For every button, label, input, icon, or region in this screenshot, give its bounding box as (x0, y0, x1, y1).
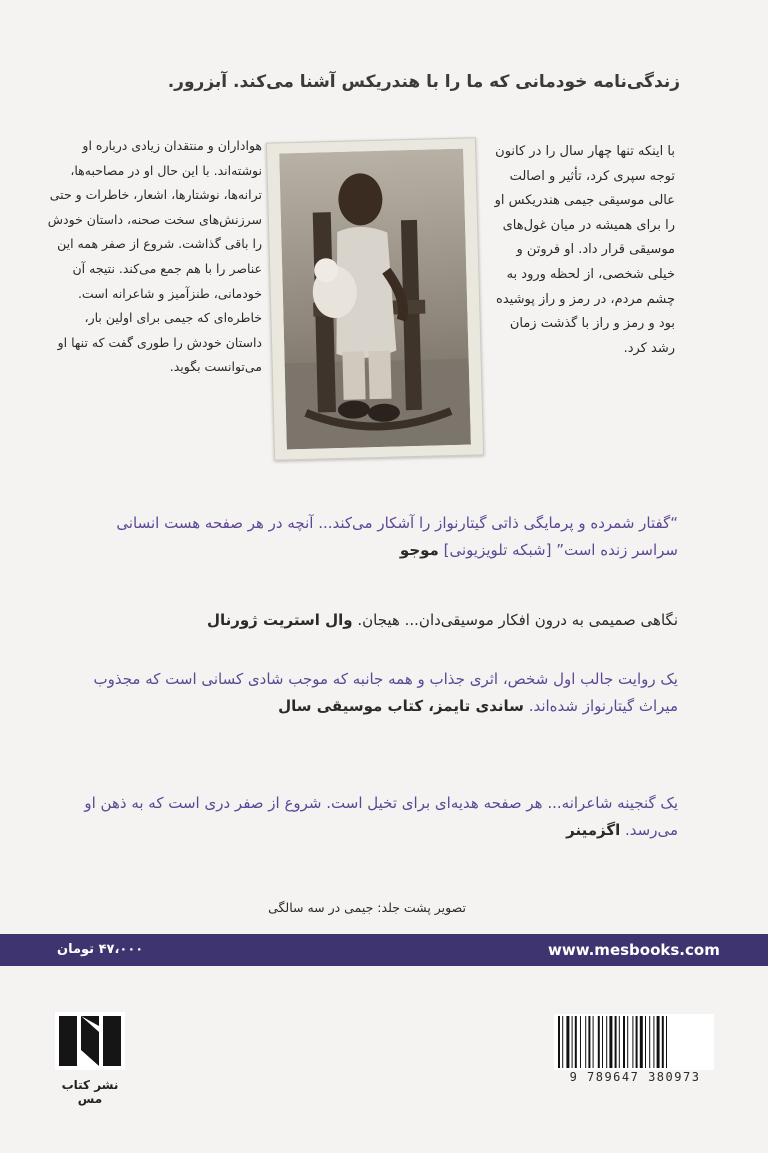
publisher-logo-icon (55, 1012, 125, 1070)
quote-text: یک روایت جالب اول شخص، اثری جذاب و همه جانبه که موجب شادی کسانی است که مجذوب میراث گیتارنواز شده‌اند. (93, 670, 678, 715)
barcode (554, 1014, 714, 1070)
isbn-number: 9 789647 380973 (569, 1070, 701, 1084)
quote-text: نگاهی صمیمی به درون افکار موسیقی‌دان... هیجان. (357, 611, 678, 629)
quote-source: وال استریت ژورنال (206, 611, 353, 629)
publisher-name: نشر کتاب مس (61, 1078, 119, 1106)
quote-source: اگزمینر (566, 821, 621, 839)
publisher-logo (55, 1012, 125, 1106)
cover-photo (266, 137, 484, 460)
intro-text-left: هواداران و منتقدان زیادی درباره او نوشته‌اند. با این حال او در مصاحبه‌ها، ترانه‌ها، نوشتارها، اشعار، خاطرات و حتی سرزنش‌های سخت صحنه، داستان خودش را باقی گذاشت. شروع از صفر همه این عناصر را با هم جمع می‌کند. نتیجه آن خودمانی، طنزآمیز و شاعرانه است. خاطره‌ای که جیمی برای اولین بار، داستان خودش را طوری گفت که تنها او می‌توانست بگوید. (47, 138, 262, 375)
tagline: زندگی‌نامه خودمانی که ما را با هندریکس آشنا می‌کند. آبزرور. (167, 72, 680, 92)
photo-caption: تصویر پشت جلد: جیمی در سه سالگی (268, 900, 466, 915)
quote-source: موجو (399, 541, 439, 559)
review-quote-1 (72, 510, 678, 564)
review-quote-4 (62, 790, 678, 844)
quote-text: یک گنجینه شاعرانه... هر صفحه هدیه‌ای برای تخیل است. شروع از صفر دری است که به ذهن او می‌رسد. (84, 794, 678, 839)
review-quote-2 (80, 607, 678, 634)
price-label: ۴۷،۰۰۰ تومان (57, 942, 144, 957)
intro-text-right: با اینکه تنها چهار سال را در کانون توجه سپری کرد، تأثیر و اصالت عالی موسیقی جیمی هندریکس او را برای همیشه در میان غول‌های موسیقی قرار داد. او فروتن و خیلی شخصی، از لحظه ورود به چشم مردم، در رمز و راز پوشیده بود و رمز و راز با گذشت زمان رشد کرد. (494, 144, 675, 356)
barcode-bars (554, 1014, 714, 1070)
publisher-url: www.mesbooks.com (548, 941, 720, 959)
review-quote-3 (80, 666, 678, 720)
quote-source: ساندی تایمز، کتاب موسیقی سال (278, 697, 524, 715)
child-photo-image (279, 149, 471, 450)
quote-text: “گفتار شمرده و پرمایگی ذاتی گیتارنواز را آشکار می‌کند... آنچه در هر صفحه هست انسانی سراسر زنده است” [شبکه تلویزیونی] (116, 514, 678, 559)
